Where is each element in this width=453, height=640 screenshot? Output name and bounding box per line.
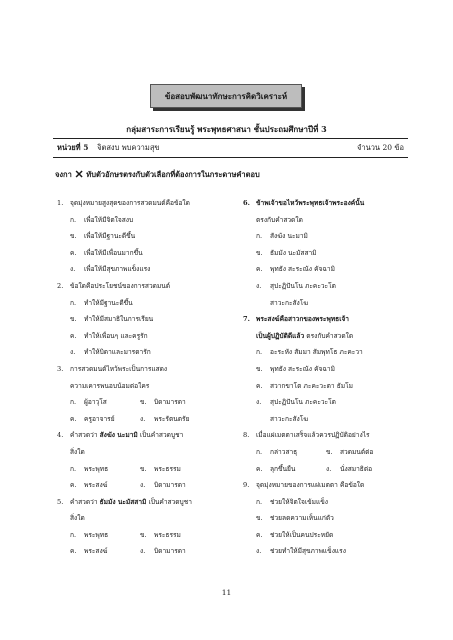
option[interactable] (256, 444, 326, 461)
question-keyword: สังฆัง นะมามิ (99, 431, 138, 440)
option-text: พระพุทธ (84, 530, 109, 539)
option-label: ง. (140, 414, 146, 423)
option-label: ง. (256, 547, 262, 556)
option-label: ค. (70, 248, 77, 257)
option-text: ช่วยให้เป็นคนประหยัด (270, 530, 334, 539)
option-row (243, 444, 408, 461)
question-number: 2. (57, 281, 64, 290)
option[interactable] (140, 394, 210, 411)
option[interactable] (243, 261, 408, 278)
option-label: ก. (256, 497, 263, 506)
option-row (57, 461, 222, 478)
option-row (57, 527, 222, 544)
option-text: สุปะฏิปันโน ภะคะวะโต (270, 398, 336, 407)
option[interactable] (243, 494, 408, 511)
option[interactable] (243, 361, 408, 378)
question-text-continued: สิ่งใด (70, 447, 85, 456)
question-7 (243, 311, 408, 427)
question-number: 3. (57, 364, 64, 373)
question-number: 1. (57, 199, 64, 207)
question-text: คำสวดว่า (70, 431, 98, 440)
question-text: พระสงฆ์คือสาวกของพระพุทธเจ้า (256, 315, 350, 324)
option-text: สังฆัง นะมามิ (270, 232, 308, 241)
option-label: ข. (140, 464, 147, 473)
option-label: ข. (326, 447, 333, 456)
question-text: ข้าพเจ้าขอไหว้พระพุทธเจ้าพระองค์นั้น (256, 199, 365, 207)
instruction-text: ทับตัวอักษรตรงกับตัวเลือกที่ต้องการในกระดาษคำตอบ (86, 170, 260, 179)
option[interactable] (326, 461, 396, 478)
option-continued (243, 295, 408, 312)
option-label: ค. (256, 265, 263, 274)
option[interactable] (243, 394, 408, 411)
option[interactable] (57, 245, 222, 262)
option-text: ช่วยให้จิตใจเข้มแข็ง (270, 497, 328, 506)
option-text: พระธรรม (154, 530, 181, 539)
option[interactable] (140, 461, 210, 478)
worksheet-title: ข้อสอบพัฒนาทักษะการคิดวิเคราะห์ (164, 90, 288, 101)
option[interactable] (70, 394, 140, 411)
option-text-continued: สาวะกะสังโฆ (270, 298, 309, 307)
option-label: ก. (256, 232, 263, 241)
option-label: ง. (256, 281, 262, 290)
option[interactable] (243, 527, 408, 544)
question-text-continued: สิ่งใด (70, 514, 85, 523)
option-label: ข. (256, 514, 263, 523)
option[interactable] (243, 344, 408, 361)
option-row (243, 461, 408, 478)
option-text: ช่วยทำให้มีสุขภาพแข็งแรง (270, 547, 346, 556)
option-label: ก. (70, 298, 77, 307)
option-text: ผู้อาวุโส (84, 398, 107, 407)
option-text: ครูอาจารย์ (84, 414, 115, 423)
option-label: ค. (256, 530, 263, 539)
option-text: เพื่อให้มีจิตใจสงบ (84, 215, 134, 224)
question-number: 7. (243, 315, 250, 324)
question-8 (243, 427, 408, 477)
option-row (57, 411, 222, 428)
option-label: ง. (256, 398, 262, 407)
question-4 (57, 427, 222, 493)
right-column (243, 195, 408, 560)
option-text: พระรัตนตรัย (154, 414, 190, 423)
option[interactable] (70, 411, 140, 428)
question-number: 6. (243, 199, 250, 207)
option-text: กล่าวสาธุ (270, 447, 298, 456)
question-text-continued: ตรงกับคำสวดใด (256, 215, 303, 224)
option-text: สวากขาโต ภะคะวะตา ธัมโม (270, 381, 353, 390)
question-text: เมื่อแผ่เมตตาเสร็จแล้วควรปฏิบัติอย่างไร (256, 431, 370, 440)
option-label: ค. (70, 331, 77, 340)
option-label: ง. (326, 464, 332, 473)
option-row (57, 477, 222, 494)
option[interactable] (57, 295, 222, 312)
option-text: พระสงฆ์ (84, 547, 108, 556)
unit-bar (53, 138, 408, 158)
question-keyword: ธัมมัง นะมัสสามิ (99, 497, 147, 506)
option-text-continued: สาวะกะสังโฆ (270, 414, 309, 423)
option[interactable] (57, 311, 222, 328)
unit-info (57, 142, 160, 154)
option-label: ง. (70, 265, 76, 274)
option-text: สวดมนต์ต่อ (340, 447, 374, 456)
option-label: ก. (70, 398, 77, 407)
question-6 (243, 195, 408, 311)
option[interactable] (140, 527, 210, 544)
question-9 (243, 477, 408, 560)
option-row (57, 543, 222, 560)
option-label: ค. (70, 481, 77, 490)
unit-name: จิตสงบ พบความสุข (97, 143, 160, 152)
question-text-continued: ตรงกับคำสวดใด (306, 331, 354, 340)
option[interactable] (140, 543, 210, 560)
question-text: จุดมุ่งหมายของการแผ่เมตตา คือข้อใด (256, 481, 365, 490)
option[interactable] (70, 461, 140, 478)
option-row (57, 394, 222, 411)
option-text: ธัมมัง นะมัสสามิ (270, 248, 317, 257)
option-label: ก. (70, 530, 77, 539)
question-keyword: เป็นผู้ปฏิบัติดีแล้ว (256, 331, 305, 340)
option-label: ง. (140, 547, 146, 556)
option-continued (243, 411, 408, 428)
option[interactable] (57, 212, 222, 229)
option-text: เพื่อให้มีฐานะดีขึ้น (84, 232, 136, 241)
option[interactable] (70, 543, 140, 560)
option-text: ทำให้บิดาและมารดารัก (84, 348, 151, 357)
option-label: ค. (70, 414, 77, 423)
option[interactable] (243, 245, 408, 262)
option[interactable] (243, 510, 408, 527)
option[interactable] (140, 477, 210, 494)
option[interactable] (243, 278, 408, 295)
option-label: ก. (256, 447, 263, 456)
question-3 (57, 361, 222, 427)
option-label: ค. (256, 464, 263, 473)
option-text: พระสงฆ์ (84, 481, 108, 490)
option-label: ก. (70, 464, 77, 473)
instruction (55, 168, 260, 181)
option-text: บิดามารดา (154, 481, 186, 490)
option[interactable] (57, 261, 222, 278)
option[interactable] (57, 228, 222, 245)
question-5 (57, 494, 222, 560)
option-text: พุทธัง สะระณัง คัจฉามิ (270, 265, 335, 274)
option-label: ข. (256, 364, 263, 373)
question-number: 5. (57, 497, 64, 506)
option[interactable] (256, 461, 326, 478)
option-text: พุทธัง สะระณัง คัจฉามิ (270, 364, 335, 373)
question-text: เป็นคำสวดบูชา (139, 431, 184, 440)
question-2 (57, 278, 222, 361)
option-text: ทำให้มีสมาธิในการเรียน (84, 315, 154, 324)
option-text: ทำให้มีฐานะดีขึ้น (84, 298, 133, 307)
question-number: 9. (243, 481, 250, 490)
question-text: การสวดมนต์ไหว้พระเป็นการแสดง (70, 364, 168, 373)
option-text: ทำให้เพื่อนๆ และครูรัก (84, 331, 148, 340)
option-text: พระธรรม (154, 464, 181, 473)
option[interactable] (57, 328, 222, 345)
option-text: พระพุทธ (84, 464, 109, 473)
option-text: นั่งสมาธิต่อ (340, 464, 373, 473)
option-label: ง. (140, 481, 146, 490)
question-number: 4. (57, 431, 64, 440)
page-number: 11 (221, 588, 232, 597)
option-label: ข. (70, 315, 77, 324)
option-label: ข. (70, 232, 77, 241)
option-text: ลุกขึ้นยืน (270, 464, 296, 473)
question-text: เป็นคำสวดบูชา (148, 497, 192, 506)
option-text: บิดามารดา (154, 547, 186, 556)
question-1 (57, 195, 222, 278)
question-number: 8. (243, 431, 250, 440)
option[interactable] (57, 344, 222, 361)
option-label: ข. (256, 248, 263, 257)
left-column (57, 195, 222, 560)
option-label: ก. (256, 348, 263, 357)
question-count: จำนวน 20 ข้อ (356, 143, 404, 152)
option-label: ค. (256, 381, 263, 390)
option[interactable] (243, 228, 408, 245)
unit-label: หน่วยที่ 5 (57, 143, 89, 152)
question-text-continued: ความเคารพนอบน้อมต่อใคร (70, 381, 150, 390)
option-text: เพื่อให้มีสุขภาพแข็งแรง (84, 265, 151, 274)
option[interactable] (243, 378, 408, 395)
option-text: ช่วยลดความเห็นแก่ตัว (270, 514, 334, 523)
option-text: อะระหัง สัมมา สัมพุทโธ ภะคะวา (270, 348, 363, 357)
option-label: ก. (70, 215, 77, 224)
option-label: ข. (140, 530, 147, 539)
question-text: ข้อใดคือประโยชน์ของการสวดมนต์ (70, 281, 171, 290)
option-text: เพื่อให้มีเพื่อนมากขึ้น (84, 248, 143, 257)
instruction-prefix: จงกา (55, 170, 72, 179)
option[interactable] (70, 477, 140, 494)
question-text: จุดมุ่งหมายสูงสุดของการสวดมนต์คือข้อใด (70, 199, 190, 207)
worksheet-title-box (150, 84, 302, 108)
option[interactable] (326, 444, 396, 461)
question-text: คำสวดว่า (70, 497, 98, 506)
cross-mark-icon: ✕ (74, 168, 84, 181)
option[interactable] (140, 411, 210, 428)
option[interactable] (243, 543, 408, 560)
option-label: ง. (70, 348, 76, 357)
option-text: สุปะฏิปันโน ภะคะวะโต (270, 281, 336, 290)
option[interactable] (70, 527, 140, 544)
option-label: ข. (140, 398, 147, 407)
option-text: บิดามารดา (154, 398, 186, 407)
option-label: ค. (70, 547, 77, 556)
subject-line: กลุ่มสาระการเรียนรู้ พระพุทธศาสนา ชั้นประถมศึกษาปีที่ 3 (126, 124, 327, 134)
